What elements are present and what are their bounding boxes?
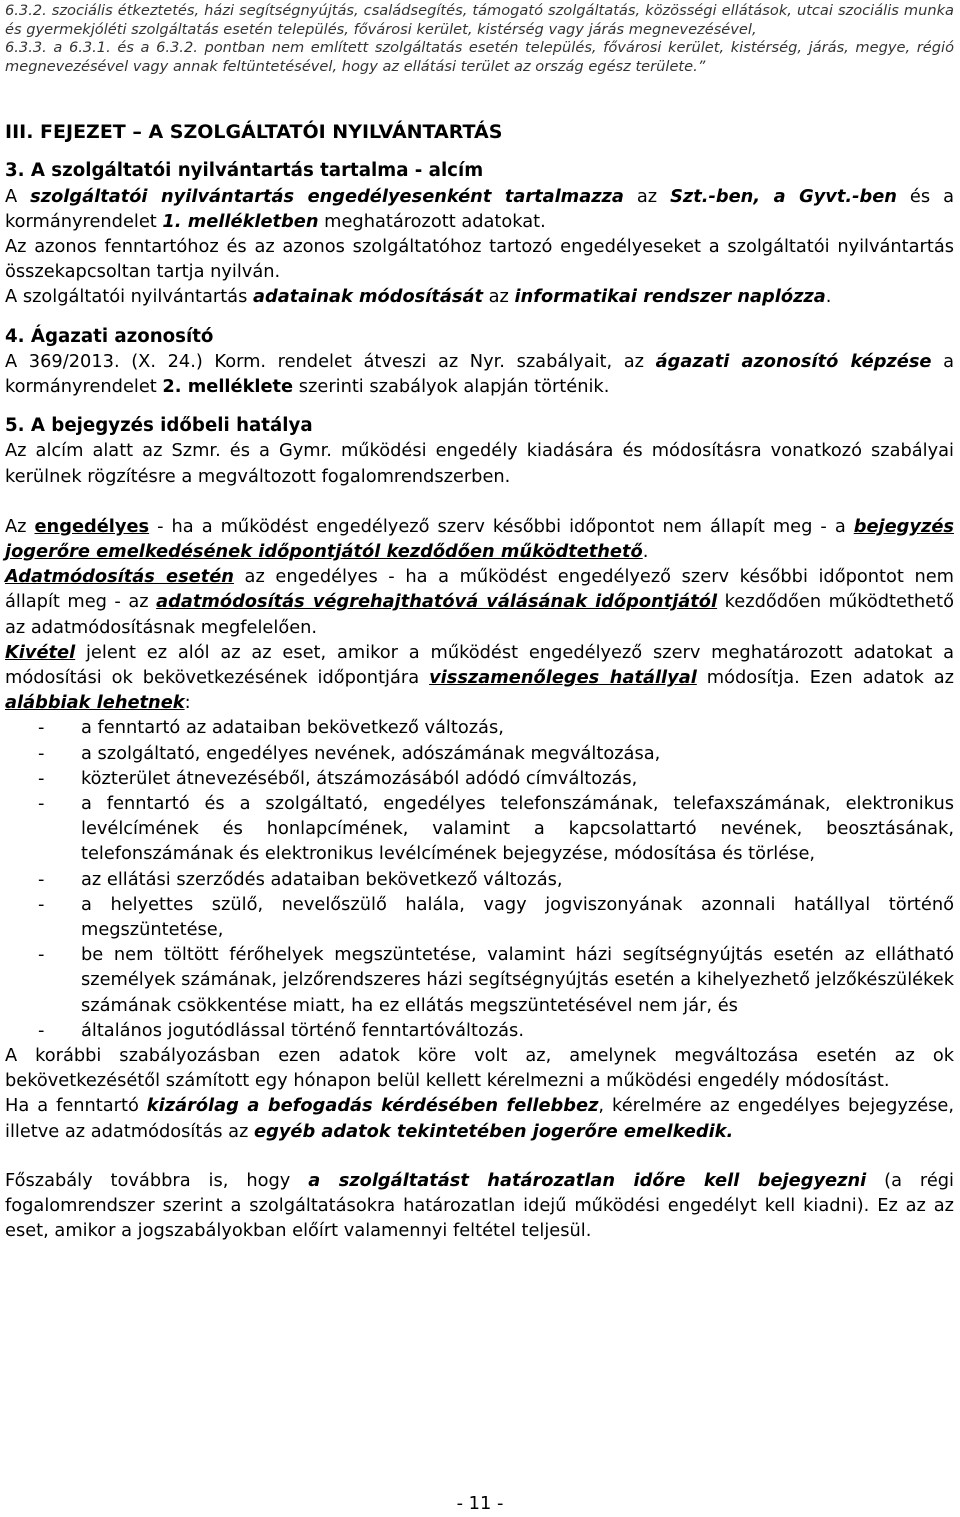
list-item: - általános jogutódlással történő fenntartóváltozás.	[38, 1019, 524, 1041]
intro-block	[5, 0, 954, 76]
section-5-paragraph-adatmodositas: Adatmódosítás esetén az engedélyes - ha a működést engedélyező szerv későbbi időpontot nem állapít meg - az adatmódosítás végrehajthatóvá válásának időpontjától kezdődően működtethető az adatmódosításnak megfelelően.	[5, 566, 954, 638]
section-5-heading: 5. A bejegyzés időbeli hatálya	[5, 415, 313, 437]
section-3-paragraph-3: A szolgáltatói nyilvántartás adatainak módosítását az informatikai rendszer naplózza.	[5, 286, 832, 308]
section-3-heading: 3. A szolgáltatói nyilvántartás tartalma - alcím	[5, 160, 484, 182]
intro-paragraph-6-3-2: 6.3.2. szociális étkeztetés, házi segítségnyújtás, családsegítés, támogató szolgáltatás, közösségi ellátások, utcai szociális munka és gyermekjóléti szolgáltatás esetén település, fővárosi kerület, kistérség vagy járás megnevezésével,	[5, 2, 954, 38]
list-item: - be nem töltött férőhelyek megszüntetése, valamint házi segítségnyújtás esetén az ellátható személyek számának, jelzőrendszeres házi segítségnyújtás esetén a kihelyezhető jelzőkészülékek számának csökkentése miatt, ha ez ellátás megszüntetésével nem jár, és	[38, 944, 954, 1016]
document-body	[5, 144, 954, 1243]
list-item: - a helyettes szülő, nevelőszülő halála, vagy jogviszonyának azonnali hatállyal történő megszüntetése,	[38, 893, 954, 941]
section-3-paragraph-2: Az azonos fenntartóhoz és az azonos szolgáltatóhoz tartozó engedélyeseket a szolgáltatói nyilvántartás összekapcsoltan tartja nyilván.	[5, 235, 954, 283]
modifiable-data-list	[5, 715, 954, 1043]
section-3-paragraph-1: A szolgáltatói nyilvántartás engedélyesenként tartalmazza az Szt.-ben, a Gyvt.-ben és a kormányrendelet 1. mellékletben meghatározott adatokat.	[5, 185, 955, 232]
section-5-paragraph-kivetel: Kivétel jelent ez alól az az eset, amikor a működést engedélyező szerv meghatározott adatokat a módosítási ok bekövetkezésének időpontjára visszamenőleges hatállyal módosítja. Ezen adatok az alábbiak lehetnek:	[5, 641, 954, 714]
list-item: - a fenntartó és a szolgáltató, engedélyes telefonszámának, telefaxszámának, elektronikus levélcímének és honlapcímének, valamint a kapcsolattartó nevének, beosztásának, telefonszámának és elektronikus levélcímének bejegyzése, módosítása és törlése,	[38, 793, 954, 865]
section-5-paragraph-fellebbezes: Ha a fenntartó kizárólag a befogadás kérdésében fellebbez, kérelmére az engedélyes bejegyzése, illetve az adatmódosítás az egyéb adatok tekintetében jogerőre emelkedik.	[5, 1095, 955, 1142]
section-5-paragraph-1: Az alcím alatt az Szmr. és a Gymr. működési engedély kiadására és módosításra vonatkozó szabályai kerülnek rögzítésre a megváltozott fogalomrendszerben.	[5, 440, 954, 487]
section-4-heading: 4. Ágazati azonosító	[5, 325, 214, 347]
intro-paragraph-6-3-3: 6.3.3. a 6.3.1. és a 6.3.2. pontban nem említett szolgáltatás esetén település, fővárosi kerület, kistérség, járás, megye, régió megnevezésével vagy annak feltüntetésével, hogy az ellátási terület az ország egész területe.”	[5, 39, 954, 75]
list-item: - az ellátási szerződés adataiban bekövetkező változás,	[38, 868, 563, 890]
section-5-paragraph-engedelyes: Az engedélyes - ha a működést engedélyező szerv későbbi időpontot nem állapít meg - a bejegyzés jogerőre emelkedésének időpontjától kezdődően működtethető.	[5, 515, 954, 563]
page-number: - 11 -	[456, 1493, 504, 1514]
list-item: - a szolgáltató, engedélyes nevének, adószámának megváltozása,	[38, 742, 661, 764]
section-4-paragraph-1: A 369/2013. (X. 24.) Korm. rendelet átveszi az Nyr. szabályait, az ágazati azonosító képzése a kormányrendelet 2. melléklete szerinti szabályok alapján történik.	[5, 350, 954, 397]
chapter-title: III. FEJEZET – A SZOLGÁLTATÓI NYILVÁNTARTÁS	[5, 121, 503, 144]
section-5-paragraph-korabbi: A korábbi szabályozásban ezen adatok köre volt az, amelynek megváltozása esetén az ok bekövetkezésétől számított egy hónapon belül kellett kérelmezni a működési engedély módosítást.	[5, 1045, 954, 1092]
section-5-paragraph-foszabaly: Főszabály továbbra is, hogy a szolgáltatást határozatlan időre kell bejegyezni (a régi fogalomrendszer szerint a szolgáltatásokra határozatlan idejű működési engedélyt kell kiadni). Ez az az eset, amikor a jogszabályokban előírt valamennyi feltétel teljesül.	[5, 1169, 954, 1242]
list-item: - közterület átnevezéséből, átszámozásából adódó címváltozás,	[38, 767, 638, 789]
list-item: - a fenntartó az adataiban bekövetkező változás,	[38, 717, 504, 739]
